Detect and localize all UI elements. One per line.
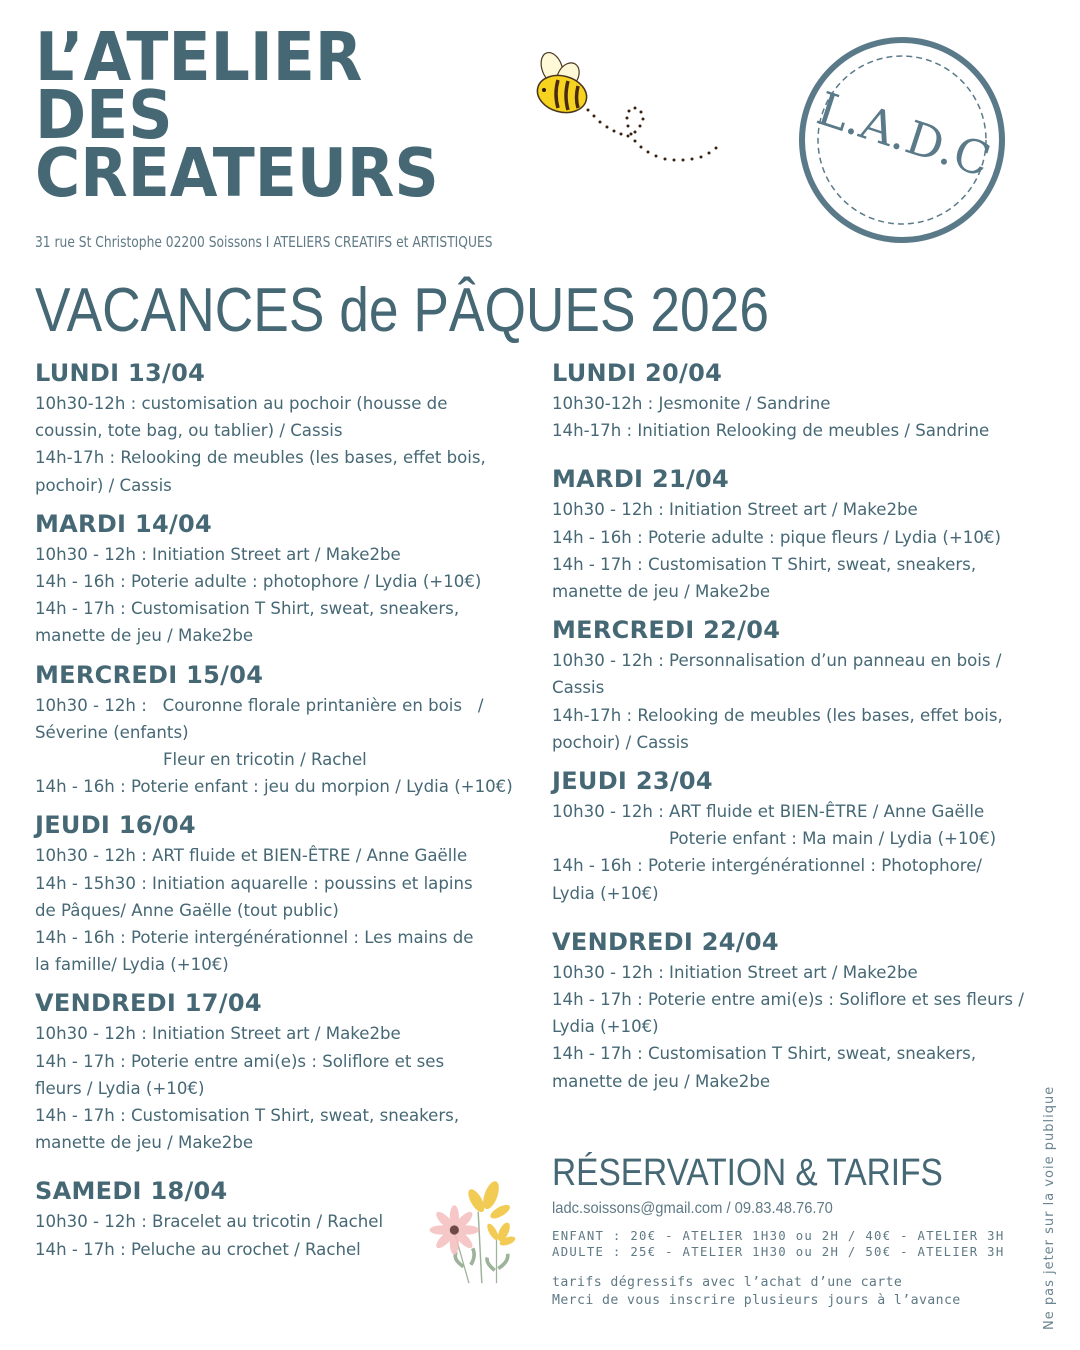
day-title: MARDI 14/04 (35, 509, 213, 538)
day-title: MERCREDI 15/04 (35, 660, 264, 689)
session-line: Lydia (+10€) (552, 883, 659, 903)
day-block (35, 658, 545, 801)
day-block (35, 808, 545, 978)
brand-title-line: DES (35, 76, 173, 154)
session-line: 14h - 17h : Poterie entre ami(e)s : Soliflore et ses fleurs / (552, 990, 1024, 1010)
contact-info[interactable]: ladc.soissons@gmail.com / 09.83.48.76.70 (552, 1200, 833, 1217)
day-title: LUNDI 20/04 (552, 359, 723, 387)
note-line: tarifs dégressifs avec l’achat d’une carte (552, 1275, 903, 1290)
session-line: 10h30 - 12h : Initiation Street art / Make2be (35, 544, 401, 564)
day-block (35, 986, 545, 1156)
session-line: fleurs / Lydia (+10€) (35, 1078, 205, 1098)
session-line: de Pâques/ Anne Gaëlle (tout public) (35, 900, 339, 920)
session-line: 14h - 16h : Poterie adulte : photophore / Lydia (+10€) (35, 572, 482, 592)
day-block (35, 507, 545, 650)
reservation-title: RÉSERVATION & TARIFS (552, 1152, 943, 1194)
brand-title-line: CREATEURS (35, 134, 439, 212)
session-line: manette de jeu / Make2be (35, 1133, 254, 1153)
price-list (552, 1228, 1005, 1260)
price-line: ENFANT : 20€ - ATELIER 1H30 ou 2H / 40€ - ATELIER 3H (552, 1229, 1005, 1243)
day-block (35, 356, 545, 499)
session-line: 10h30-12h : customisation au pochoir (housse de (35, 394, 448, 413)
session-line: 10h30 - 12h : Initiation Street art / Make2be (552, 962, 918, 982)
session-line: 14h - 17h : Customisation T Shirt, sweat, sneakers, (552, 554, 977, 574)
brand-title (35, 18, 439, 212)
notes (552, 1274, 1005, 1310)
day-block (552, 462, 1062, 605)
session-line: manette de jeu / Make2be (552, 582, 771, 602)
session-line: Fleur en tricotin / Rachel (163, 750, 367, 770)
session-line: la famille/ Lydia (+10€) (35, 955, 229, 975)
session-line: 10h30 - 12h : Initiation Street art / Make2be (35, 1024, 401, 1044)
day-title: SAMEDI 18/04 (35, 1177, 228, 1206)
reservation-section (552, 1150, 1005, 1310)
day-block (552, 925, 1062, 1095)
session-line: 10h30 - 12h : Bracelet au tricotin / Rachel (35, 1212, 384, 1232)
schedule-week-2 (552, 356, 1062, 1103)
day-title: JEUDI 23/04 (552, 767, 713, 796)
session-line: 10h30 - 12h : ART fluide et BIEN-ÊTRE / Anne Gaëlle (35, 846, 468, 866)
session-line: Lydia (+10€) (552, 1017, 659, 1037)
day-title: VENDREDI 24/04 (552, 927, 779, 956)
session-line: Séverine (enfants) (35, 722, 189, 742)
session-line: coussin, tote bag, ou tablier) / Cassis (35, 421, 343, 441)
session-line: 10h30 - 12h : Initiation Street art / Make2be (552, 500, 918, 520)
session-line: 14h-17h : Initiation Relooking de meubles / Sandrine (552, 421, 990, 441)
session-line: 14h - 15h30 : Initiation aquarelle : poussins et lapins (35, 873, 473, 893)
ladc-logo-stamp (795, 35, 1010, 245)
session-line: pochoir) / Cassis (552, 732, 689, 752)
session-line: manette de jeu / Make2be (35, 626, 254, 646)
session-line: 10h30 - 12h : ART fluide et BIEN-ÊTRE / Anne Gaëlle (552, 802, 985, 822)
session-line: pochoir) / Cassis (35, 475, 172, 495)
day-title: MERCREDI 22/04 (552, 616, 781, 645)
flower-icon (430, 1179, 517, 1283)
bee-icon (533, 50, 591, 118)
logo-text: L.A.D.C (810, 81, 997, 188)
session-line: Poterie enfant : Ma main / Lydia (+10€) (669, 829, 997, 849)
session-line: 14h - 17h : Customisation T Shirt, sweat, sneakers, (35, 1106, 460, 1126)
schedule-week-1 (35, 356, 545, 1271)
bee-flight-path (587, 107, 718, 162)
page-heading: VACANCES de PÂQUES 2026 (35, 276, 769, 345)
session-line: 14h - 17h : Customisation T Shirt, sweat, sneakers, (35, 599, 460, 619)
session-line: 10h30 - 12h : Personnalisation d’un panneau en bois / (552, 651, 1002, 671)
session-line: 14h - 16h : Poterie intergénérationnel : Photophore/ (552, 856, 983, 876)
day-title: VENDREDI 17/04 (35, 989, 262, 1018)
day-title: MARDI 21/04 (552, 465, 730, 494)
litter-notice: Ne pas jeter sur la voie publique (1042, 1085, 1057, 1330)
session-line: 14h - 16h : Poterie adulte : pique fleurs / Lydia (+10€) (552, 527, 1001, 547)
price-line: ADULTE : 25€ - ATELIER 1H30 ou 2H / 50€ - ATELIER 3H (552, 1245, 1005, 1259)
session-line: 14h - 16h : Poterie intergénérationnel : Les mains de (35, 928, 474, 948)
note-line: Merci de vous inscrire plusieurs jours à l’avance (552, 1293, 961, 1308)
session-line: 14h - 17h : Poterie entre ami(e)s : Soliflore et ses (35, 1051, 445, 1071)
bee-illustration (528, 48, 753, 190)
day-block (552, 356, 1062, 444)
session-line: manette de jeu / Make2be (552, 1071, 771, 1091)
session-line: 14h - 16h : Poterie enfant : jeu du morpion / Lydia (+10€) (35, 777, 513, 797)
flowers-illustration (425, 1175, 535, 1285)
day-title: LUNDI 13/04 (35, 359, 206, 387)
session-line: 14h - 17h : Peluche au crochet / Rachel (35, 1239, 361, 1259)
address: 31 rue St Christophe 02200 Soissons I ATELIERS CREATIFS et ARTISTIQUES (35, 233, 493, 251)
session-line: 10h30 - 12h : Couronne florale printanière en bois / (35, 695, 484, 715)
day-block (552, 613, 1062, 756)
session-line: 14h - 17h : Customisation T Shirt, sweat, sneakers, (552, 1044, 977, 1064)
session-line: 10h30-12h : Jesmonite / Sandrine (552, 394, 831, 413)
session-line: 14h-17h : Relooking de meubles (les bases, effet bois, (35, 448, 486, 468)
session-line: Cassis (552, 678, 605, 698)
day-title: JEUDI 16/04 (35, 811, 196, 840)
brand-title-line: L’ATELIER (35, 18, 363, 96)
day-block (552, 764, 1062, 907)
session-line: 14h-17h : Relooking de meubles (les bases, effet bois, (552, 705, 1003, 725)
